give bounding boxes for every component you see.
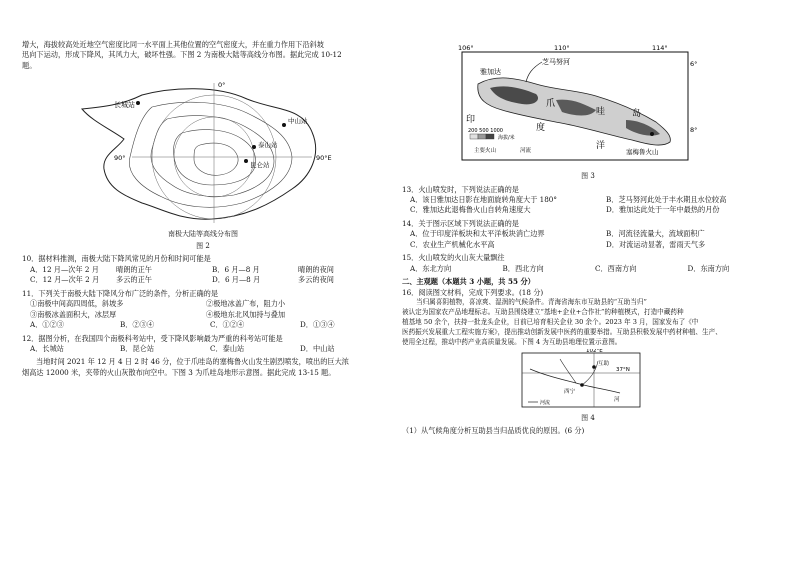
volcano-intro xyxy=(22,357,384,378)
option[interactable]: A．①②③ xyxy=(30,320,64,330)
option[interactable]: B．芝马努河此处于丰水期且水位较高 xyxy=(606,195,727,205)
question-10-options xyxy=(22,265,384,286)
question-11 xyxy=(22,289,384,331)
west-90-label: 90° xyxy=(114,154,126,163)
huzhu-marker xyxy=(592,366,596,370)
question-10-stem: 10．据材料推测，南极大陆下降风常见的月份和时间可能是 xyxy=(22,254,211,264)
lon-106-label: 106° xyxy=(458,44,474,52)
option[interactable]: B．西北方向 xyxy=(502,263,544,273)
antarctica-contour-map xyxy=(22,77,384,227)
contour-line xyxy=(194,143,238,175)
question-12 xyxy=(22,334,384,355)
xining-label: 西宁 xyxy=(564,389,576,396)
option[interactable]: A．长城站 xyxy=(30,343,64,353)
option[interactable]: C．泰山站 xyxy=(210,343,245,353)
legend-unit: 海拔/米 xyxy=(498,135,515,141)
lon-110-label: 110° xyxy=(554,44,570,52)
map-frame xyxy=(522,353,640,407)
question-11-options xyxy=(22,320,384,330)
xining-marker xyxy=(580,384,584,388)
kunlun-label: 昆仑站 xyxy=(250,161,270,170)
java-label-1: 爪 xyxy=(546,99,556,109)
left-column xyxy=(22,0,384,378)
lat-8-label: 8° xyxy=(690,126,698,134)
taishan-station-marker xyxy=(252,145,256,149)
java-terrain-map xyxy=(456,44,704,166)
question-11-items xyxy=(22,299,384,320)
jakarta-label: 雅加达 xyxy=(480,68,501,76)
intro-paragraph xyxy=(22,40,384,71)
contour-line xyxy=(174,130,256,185)
legend-river: 河流 xyxy=(520,148,532,154)
question-12-options xyxy=(22,344,384,354)
volcano-intro-line: 烟高达 12000 米，夹带的火山灰散布向空中。下图 3 为爪哇岛地形示意图。据此完成 13-15 题。 xyxy=(22,367,336,377)
river-label: 河 xyxy=(614,397,620,404)
contour-line xyxy=(151,116,274,197)
legend-swatch xyxy=(470,134,478,139)
taishan-label: 泰山站 xyxy=(258,141,278,150)
option-detail: 多云的夜间 xyxy=(298,275,334,285)
question-15-stem: 15．火山喷发的火山灰大量飘往 xyxy=(402,253,505,263)
lon-102e-label: 102°E xyxy=(586,349,603,355)
option[interactable]: C．雅加达此退梅鲁火山自转角速度大 xyxy=(410,205,531,215)
question-12-stem: 12．据图分析，在我国四个南极科考站中，受下降风影响最为严重的科考站可能是 xyxy=(22,333,283,343)
option[interactable]: D．东南方向 xyxy=(687,263,730,273)
great-wall-label: 长城站 xyxy=(114,101,135,110)
ocean-label-1: 度 xyxy=(536,123,546,133)
option[interactable]: A．12 月—次年 2 月 xyxy=(30,264,99,274)
legend-swatch xyxy=(478,134,486,139)
kunlun-station-marker xyxy=(244,159,248,163)
option[interactable]: B．河流径流量大，流域面积广 xyxy=(606,229,705,239)
option-detail: 晴朗的正午 xyxy=(116,264,152,274)
option[interactable]: C．①②④ xyxy=(210,320,245,330)
statement: ③南极冰盖面积大，冰层厚 xyxy=(30,309,117,319)
figure-3-label: 图 3 xyxy=(581,172,595,181)
ocean-label-2: 洋 xyxy=(596,141,606,151)
question-14-options xyxy=(402,229,774,250)
question-10 xyxy=(22,254,384,285)
java-map-figure xyxy=(456,44,704,169)
option[interactable]: B．②③④ xyxy=(120,320,155,330)
option[interactable]: C．西南方向 xyxy=(595,263,637,273)
question-13-stem: 13．火山喷发时，下列说法正确的是 xyxy=(402,184,519,194)
question-16-material xyxy=(402,298,774,347)
question-16-stem: 16．阅读图文材料，完成下列要求。(18 分) xyxy=(402,287,544,297)
volcano-marker xyxy=(650,132,654,136)
question-15-options xyxy=(402,264,774,274)
semeru-label: 塞梅鲁火山 xyxy=(626,148,659,156)
section-2-heading: 二、主观题（本题共 3 小题，共 55 分） xyxy=(402,277,535,287)
material-line: 当归属喜阴植物，喜凉爽、湿润的气候条件。青海省海东市互助县的“互助当归” xyxy=(416,297,647,306)
statement: ①南极中间高四周低，斜坡多 xyxy=(30,299,124,309)
legend-scale: 200 500 1000 xyxy=(468,128,503,134)
right-column xyxy=(402,0,774,436)
option[interactable]: B．6 月—8 月 xyxy=(212,264,260,274)
lat-37n-label: 37°N xyxy=(616,367,630,374)
option[interactable]: B．昆仑站 xyxy=(120,343,155,353)
legend-swatch xyxy=(486,134,494,139)
material-line: 植基地 50 余个，扶持一批龙头企业，目前已培育相关企业 30 余个。2023 年 3 月，国家发布了《中 xyxy=(402,317,699,326)
option[interactable]: A．东北方向 xyxy=(410,263,452,273)
option[interactable]: D．①③④ xyxy=(300,320,335,330)
option[interactable]: C．12 月—次年 2 月 xyxy=(30,275,100,285)
material-line: 使用全过程，推动中药产业高质量发展。下图 4 为互助县地理位置示意图。 xyxy=(402,337,622,346)
volcano-intro-line: 当地时间 2021 年 12 月 4 日 2 时 46 分，位于爪哇岛的塞梅鲁火山发生剧烈喷发，喷出的巨大浓 xyxy=(36,357,349,367)
huzhu-map-figure xyxy=(520,349,644,412)
option[interactable]: D．6 月—8 月 xyxy=(212,275,261,285)
option[interactable]: D．雅加达此处于一年中最热的月份 xyxy=(606,205,720,215)
question-14-stem: 14．关于图示区域下列说法正确的是 xyxy=(402,218,519,228)
statement: ④极地东北风加持与叠加 xyxy=(206,309,286,319)
huzhu-location-map xyxy=(520,349,644,409)
contour-line xyxy=(129,103,292,208)
question-11-stem: 11．下列关于南极大陆下降风分布广泛的条件，分析正确的是 xyxy=(22,288,219,298)
figure-4-label: 图 4 xyxy=(581,413,595,422)
east-90-label: 90°E xyxy=(316,154,332,163)
question-14 xyxy=(402,219,774,250)
option-detail: 多云的正午 xyxy=(116,275,152,285)
option[interactable]: D．对流运动显著，雷雨天气多 xyxy=(606,239,706,249)
question-13 xyxy=(402,185,774,216)
figure-2-label: 图 2 xyxy=(196,242,210,251)
option[interactable]: C．农业生产机械化水平高 xyxy=(410,239,495,249)
option[interactable]: A．位于印度洋板块和太平洋板块消亡边界 xyxy=(410,229,545,239)
java-label-2: 哇 xyxy=(596,107,606,117)
question-13-options xyxy=(402,195,774,216)
question-16-part-1: （1）从气候角度分析互助县当归品质优良的原因。(6 分) xyxy=(402,425,585,435)
great-wall-station-marker xyxy=(136,101,140,105)
intro-line: 增大，海拔较高处近地空气密度比同一水平面上其他位置的空气密度大，并在重力作用下沿斜坡 xyxy=(22,40,324,49)
huzhu-label: 互助 xyxy=(598,361,610,368)
map-title: 南极大陆等高线分布图 xyxy=(168,229,238,238)
zhongshan-label: 中山站 xyxy=(288,117,308,126)
option[interactable]: D．中山站 xyxy=(300,343,335,353)
statement: ②极地冰盖广布，阻力小 xyxy=(206,299,286,309)
option[interactable]: A．该日雅加达日影在地面旋转角度大于 180° xyxy=(410,195,557,205)
top-0-label: 0° xyxy=(218,81,226,90)
question-15 xyxy=(402,253,774,274)
indian-label: 印 xyxy=(466,115,476,125)
option-detail: 晴朗的夜间 xyxy=(298,264,334,274)
antarctica-map-figure xyxy=(22,77,384,237)
intro-line: 迅向下运动，形成下降风，其风力大，破坏性强。下图 2 为南极大陆等高线分布图。据此完成 10-12 xyxy=(22,50,342,60)
legend-volcano: 主要火山 xyxy=(474,148,497,154)
legend-river-label: 河流 xyxy=(540,400,551,407)
zhongshan-station-marker xyxy=(282,123,286,127)
lon-114-label: 114° xyxy=(652,44,668,52)
material-line: 医药振兴发展重大工程实施方案》，提出推动创新发展中医药的重要举措。互助县积极发展中药材种植、生产、 xyxy=(402,327,722,336)
intro-line: 题。 xyxy=(22,60,37,70)
material-line: 被认定为国家农产品地理标志。互助县围绕建立“基地+企业+合作社”的种植模式，打造中藏药种 xyxy=(402,307,684,316)
island-label: 岛 xyxy=(632,109,642,119)
lat-6-label: 6° xyxy=(690,60,698,68)
citarum-label: 芝马努河 xyxy=(542,58,570,66)
